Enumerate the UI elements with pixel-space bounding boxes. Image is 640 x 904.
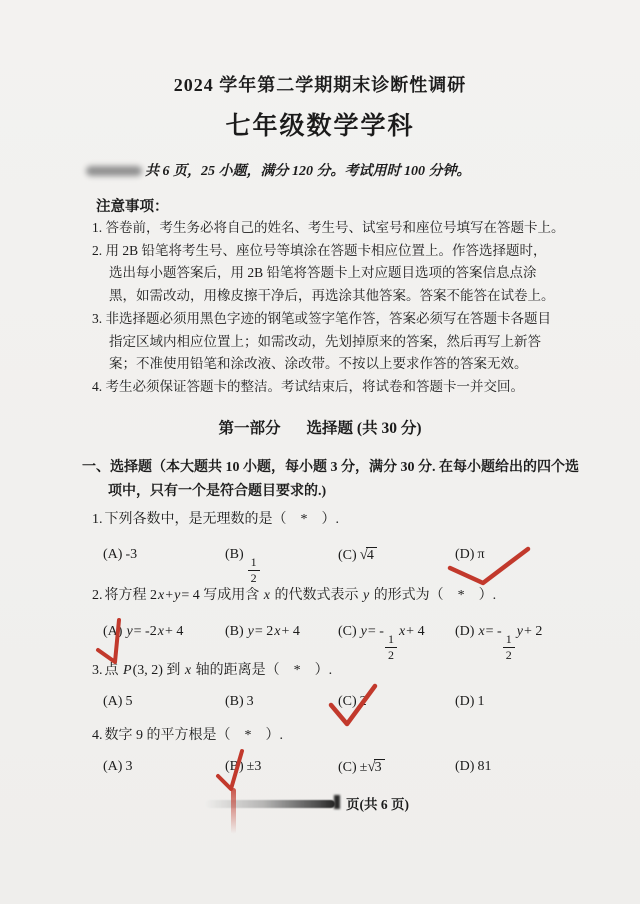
- q4-option-a: (A) 3: [103, 759, 133, 774]
- q4-option-b: (B) ±3: [225, 759, 262, 774]
- math-variable: y: [362, 588, 370, 603]
- q4-option-d: (D) 81: [455, 759, 492, 774]
- math-variable: y: [174, 588, 181, 603]
- option-label: (C): [338, 760, 357, 775]
- option-label: (D): [455, 759, 475, 774]
- notice-line: 案；不准使用铅笔和涂改液、涂改带。不按以上要求作答的答案无效。: [109, 356, 528, 372]
- mc-intro-line2: 项中，只有一个是符合题目要求的.): [108, 484, 327, 499]
- option-label: (B): [225, 694, 244, 709]
- math-variable: y: [516, 624, 523, 639]
- q1-option-c: [338, 545, 377, 566]
- math-variable: x: [263, 588, 270, 603]
- notice-line: 选出每小题答案后，用 2B 铅笔将答题卡上对应题目选项的答案信息点涂: [109, 265, 537, 281]
- option-label: (B): [225, 759, 244, 774]
- notice-line: 黑，如需改动，用橡皮擦干净后，再选涂其他答案。答案不能答在试卷上。: [109, 288, 555, 304]
- sqrt-expression: √3: [367, 760, 384, 775]
- fraction: $\frac{1}{2}$: [503, 633, 515, 661]
- page-number-label: 页(共 6 页): [346, 797, 409, 812]
- option-label: (D): [455, 547, 475, 562]
- q2-option-b: (B) y= 2x+ 4: [225, 624, 300, 639]
- q1-option-a: (A) -3: [103, 547, 138, 562]
- q4-option-c: (C) ±√3: [338, 757, 385, 778]
- math-variable: y: [247, 624, 254, 639]
- exam-info-line: [86, 160, 471, 180]
- subject-title: 七年级数学学科: [225, 113, 415, 140]
- footer-smudge: [205, 800, 335, 808]
- sqrt-expression: √4: [360, 548, 377, 563]
- q1-option-b: [225, 545, 261, 584]
- q3-option-c: (C) 2: [338, 694, 367, 709]
- question-number: 4.: [92, 728, 103, 743]
- section-part-title: 选择题 (共 30 分): [306, 420, 422, 437]
- mc-intro-line1: 一、选择题（本大题共 10 小题，每小题 3 分，满分 30 分. 在每小题给出的四个选: [82, 460, 579, 475]
- option-label: (C): [338, 624, 357, 639]
- question-2-text: 2. 将方程 2x+y= 4 写成用含 x 的代数式表示 y 的形式为（ * ）.: [92, 588, 497, 603]
- notice-line: 2. 用 2B 铅笔将考生号、座位号等填涂在答题卡相应位置上。作答选择题时，: [92, 242, 547, 258]
- q3-option-b: (B) 3: [225, 694, 254, 709]
- math-variable: P: [123, 663, 132, 678]
- fraction: $\frac{1}{2}$: [385, 633, 397, 661]
- math-variable: x: [184, 663, 192, 678]
- fraction: $\frac{1}{2}$: [248, 556, 260, 584]
- question-3-text: 3. 点 P(3, 2) 到 x 轴的距离是（ * ）.: [92, 663, 333, 678]
- option-label: (A): [103, 759, 123, 774]
- question-4-text: 4. 数字 9 的平方根是（ * ）.: [92, 728, 283, 743]
- math-variable: x: [158, 588, 165, 603]
- question-number: 1.: [92, 512, 103, 527]
- math-variable: y: [126, 624, 133, 639]
- question-4-options: [0, 757, 640, 793]
- option-label: (A): [103, 624, 123, 639]
- option-label: (D): [455, 694, 475, 709]
- question-2-options: [0, 622, 640, 662]
- option-label: (B): [225, 547, 244, 562]
- notice-line: 1. 答卷前，考生务必将自己的姓名、考生号、试室号和座位号填写在答题卡上。: [92, 220, 565, 235]
- redaction-smudge: [86, 166, 142, 176]
- option-label: (B): [225, 624, 244, 639]
- math-variable: x: [157, 624, 164, 639]
- option-label: (D): [455, 624, 475, 639]
- section-header: [0, 416, 640, 438]
- question-number: 3.: [92, 663, 103, 678]
- math-variable: x: [274, 624, 281, 639]
- math-variable: x: [398, 624, 406, 639]
- question-number: 2.: [92, 588, 103, 603]
- math-variable: y: [360, 624, 367, 639]
- option-label: (C): [338, 548, 357, 563]
- notice-heading: 注意事项：: [96, 199, 169, 215]
- option-label: (C): [338, 694, 357, 709]
- q3-option-a: (A) 5: [103, 694, 133, 709]
- section-part-label: 第一部分: [218, 420, 281, 437]
- footer-smudge-dark-end: [334, 795, 340, 809]
- math-variable: x: [478, 624, 485, 639]
- notice-line: 指定区域内相应位置上；如需改动，先划掉原来的答案，然后再写上新答: [109, 333, 541, 349]
- q1-option-d: (D) π: [455, 547, 485, 562]
- page-footer: [0, 792, 640, 842]
- option-label: (A): [103, 547, 123, 562]
- question-3-options: [0, 692, 640, 728]
- notice-line: 3. 非选择题必须用黑色字迹的钢笔或签字笔作答，答案必须写在答题卡各题目: [92, 310, 551, 326]
- q3-option-d: (D) 1: [455, 694, 485, 709]
- notice-line: 4. 考生必须保证答题卡的整洁。考试结束后，将试卷和答题卡一并交回。: [92, 378, 524, 394]
- notice-list: [92, 217, 612, 399]
- exam-title: 2024 学年第二学期期末诊断性调研: [173, 75, 467, 95]
- option-label: (A): [103, 694, 123, 709]
- question-1-text: 1. 下列各数中，是无理数的是（ * ）.: [92, 512, 339, 527]
- q2-option-a: (A) y= -2x+ 4: [103, 624, 184, 639]
- question-1-options: [0, 545, 640, 585]
- q2-option-c: (C) y= - $\frac{1}{2}$ x+ 4: [338, 624, 425, 662]
- exam-info-text: 共 6 页，25 小题，满分 120 分。考试用时 100 分钟。: [145, 164, 471, 179]
- q2-option-d: (D) x= - $\frac{1}{2}$ y+ 2: [455, 624, 543, 662]
